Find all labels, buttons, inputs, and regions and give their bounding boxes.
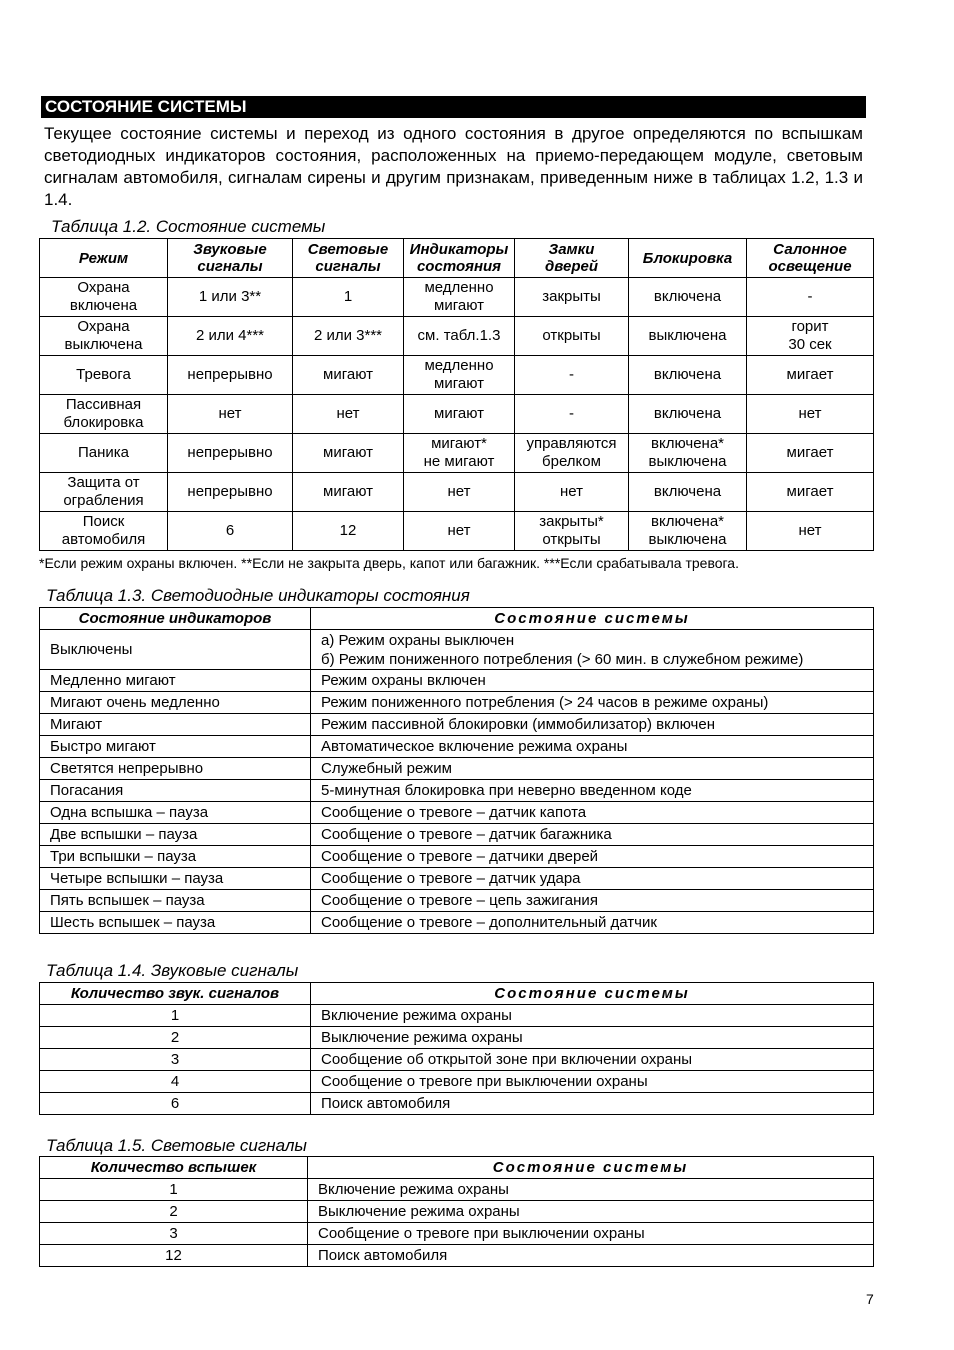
cell-line: 1 или 3** — [198, 288, 262, 305]
table-cell — [629, 473, 747, 512]
cell-line: мигает — [786, 366, 834, 383]
header-line: состояния — [416, 258, 502, 275]
indicator-cell: Три вспышки – пауза — [40, 846, 311, 868]
table-row — [40, 714, 874, 736]
header-line: Индикаторы — [409, 241, 509, 258]
cell-line: Паника — [77, 444, 130, 461]
table-cell — [40, 395, 168, 434]
table-1-5-caption: Таблица 1.5. Световые сигналы — [46, 1136, 307, 1155]
state-cell: Поиск автомобиля — [308, 1245, 874, 1267]
cell-line: мигают — [323, 444, 373, 461]
table-cell — [515, 317, 629, 356]
cell-line: мигает — [786, 444, 834, 461]
table-1-2-footnote: *Если режим охраны включен. **Если не закрыта дверь, капот или багажник. ***Если срабатывала тревога. — [39, 555, 739, 571]
table-row — [40, 1223, 874, 1245]
column-header — [629, 239, 747, 278]
cell-line: выключена — [648, 327, 727, 344]
table-1-5 — [39, 1156, 874, 1267]
cell-line: мигают — [434, 375, 484, 392]
table-cell — [404, 512, 515, 551]
cell-line: мигают — [323, 483, 373, 500]
column-header: Состояние индикаторов — [40, 608, 311, 630]
state-cell — [311, 630, 874, 670]
state-line: а) Режим охраны выключен — [321, 631, 515, 649]
table-cell — [40, 278, 168, 317]
header-line: сигналы — [197, 258, 263, 275]
table-cell — [168, 278, 293, 317]
table-cell — [40, 434, 168, 473]
table-cell — [629, 278, 747, 317]
cell-line: 6 — [225, 522, 235, 539]
indicator-cell: Мигают очень медленно — [40, 692, 311, 714]
state-cell — [311, 714, 874, 736]
cell-line: включена — [653, 483, 722, 500]
state-cell: Включение режима охраны — [308, 1179, 874, 1201]
column-header — [515, 239, 629, 278]
header-line: Замки — [548, 241, 595, 258]
table-row — [40, 758, 874, 780]
cell-line: - — [807, 288, 813, 305]
cell-line: открыты — [542, 531, 601, 548]
cell-line: управляются — [526, 435, 617, 452]
section-title: СОСТОЯНИЕ СИСТЕМЫ — [41, 96, 866, 118]
indicator-cell: Светятся непрерывно — [40, 758, 311, 780]
column-header: Количество вспышек — [40, 1157, 308, 1179]
column-header — [747, 239, 874, 278]
cell-line: медленно — [424, 357, 494, 374]
header-line: Световые — [307, 241, 389, 258]
table-row — [40, 1179, 874, 1201]
table-1-2-caption: Таблица 1.2. Состояние системы — [51, 217, 326, 236]
table-row — [40, 692, 874, 714]
table-cell — [168, 356, 293, 395]
state-line: Сообщение о тревоге – дополнительный датчик — [321, 914, 657, 931]
table-1-3-caption: Таблица 1.3. Светодиодные индикаторы состояния — [46, 586, 470, 605]
cell-line: мигают — [323, 366, 373, 383]
table-cell — [747, 512, 874, 551]
cell-line: Охрана — [77, 318, 130, 335]
cell-line: включена — [653, 366, 722, 383]
state-cell — [311, 692, 874, 714]
table-cell — [293, 434, 404, 473]
page-number: 7 — [866, 1291, 874, 1307]
table-cell — [168, 434, 293, 473]
cell-line: включена* — [651, 435, 724, 452]
table-cell — [168, 512, 293, 551]
state-cell: Сообщение о тревоге при выключении охраны — [311, 1071, 874, 1093]
indicator-cell: Выключены — [40, 630, 311, 670]
count-cell: 1 — [40, 1179, 308, 1201]
cell-line: нет — [336, 405, 360, 422]
cell-line: непрерывно — [187, 366, 273, 383]
table-cell — [629, 395, 747, 434]
state-cell: Сообщение о тревоге при выключении охраны — [308, 1223, 874, 1245]
state-cell: Сообщение об открытой зоне при включении охраны — [311, 1049, 874, 1071]
cell-line: горит — [791, 318, 829, 335]
table-cell — [747, 356, 874, 395]
table-row — [40, 278, 874, 317]
table-row — [40, 434, 874, 473]
state-line: Сообщение о тревоге – датчики дверей — [321, 848, 599, 865]
cell-line: Охрана — [77, 279, 130, 296]
cell-line: 12 — [339, 522, 357, 539]
table-cell — [168, 473, 293, 512]
table-cell — [515, 356, 629, 395]
count-cell: 3 — [40, 1049, 311, 1071]
table-row — [40, 670, 874, 692]
table-cell — [747, 317, 874, 356]
column-header — [168, 239, 293, 278]
table-cell — [629, 434, 747, 473]
cell-line: нет — [560, 483, 583, 500]
table-cell — [747, 278, 874, 317]
cell-line: нет — [798, 522, 822, 539]
table-cell — [515, 278, 629, 317]
count-cell: 3 — [40, 1223, 308, 1245]
state-line: Автоматическое включение режима охраны — [321, 738, 628, 755]
table-cell — [629, 356, 747, 395]
cell-line: включена — [69, 297, 138, 314]
state-line: Режим пассивной блокировки (иммобилизатор) включен — [321, 716, 715, 733]
cell-line: закрыты* — [539, 513, 604, 530]
count-cell: 6 — [40, 1093, 311, 1115]
cell-line: Пассивная — [65, 396, 142, 413]
cell-line: непрерывно — [187, 483, 273, 500]
table-row — [40, 512, 874, 551]
cell-line: выключена — [64, 336, 143, 353]
cell-line: - — [569, 405, 574, 422]
column-header — [404, 239, 515, 278]
table-row — [40, 912, 874, 934]
table-cell — [404, 434, 515, 473]
table-cell — [40, 356, 168, 395]
cell-line: блокировка — [63, 414, 144, 431]
table-cell — [404, 356, 515, 395]
cell-line: Поиск — [82, 513, 125, 530]
cell-line: включена — [653, 288, 722, 305]
state-line: Режим пониженного потребления (> 24 часов в режиме охраны) — [321, 694, 769, 711]
table-cell — [515, 473, 629, 512]
count-cell: 4 — [40, 1071, 311, 1093]
header-line: Режим — [78, 249, 129, 267]
table-cell — [293, 356, 404, 395]
table-row — [40, 1201, 874, 1223]
state-line: Сообщение о тревоге – датчик капота — [321, 804, 587, 821]
table-cell — [404, 278, 515, 317]
indicator-cell: Одна вспышка – пауза — [40, 802, 311, 824]
cell-line: медленно — [424, 279, 494, 296]
table-row — [40, 780, 874, 802]
cell-line: выключена — [648, 453, 727, 470]
table-cell — [293, 473, 404, 512]
cell-line: нет — [218, 405, 242, 422]
header-line: сигналы — [315, 258, 381, 275]
cell-line: мигает — [786, 483, 834, 500]
state-cell: Выключение режима охраны — [311, 1027, 874, 1049]
table-1-4-caption: Таблица 1.4. Звуковые сигналы — [46, 961, 299, 980]
table-1-3 — [39, 607, 874, 934]
table-cell — [168, 317, 293, 356]
table-row — [40, 1049, 874, 1071]
table-cell — [629, 317, 747, 356]
table-cell — [747, 434, 874, 473]
cell-line: мигают — [434, 297, 484, 314]
state-cell — [311, 890, 874, 912]
table-1-4 — [39, 982, 874, 1115]
count-cell: 2 — [40, 1201, 308, 1223]
indicator-cell: Быстро мигают — [40, 736, 311, 758]
indicator-cell: Четыре вспышки – пауза — [40, 868, 311, 890]
column-header: Состояние системы — [311, 983, 874, 1005]
table-row — [40, 317, 874, 356]
state-cell — [311, 824, 874, 846]
state-cell: Поиск автомобиля — [311, 1093, 874, 1115]
table-row — [40, 846, 874, 868]
state-line: б) Режим пониженного потребления (> 60 мин. в служебном режиме) — [321, 650, 804, 668]
state-line: Сообщение о тревоге – цепь зажигания — [321, 892, 598, 909]
table-cell — [747, 395, 874, 434]
state-cell: Выключение режима охраны — [308, 1201, 874, 1223]
table-row — [40, 890, 874, 912]
state-cell — [311, 868, 874, 890]
state-cell — [311, 912, 874, 934]
count-cell: 2 — [40, 1027, 311, 1049]
table-row — [40, 395, 874, 434]
table-cell — [168, 395, 293, 434]
column-header — [40, 239, 168, 278]
cell-line: непрерывно — [187, 444, 273, 461]
state-cell: Включение режима охраны — [311, 1005, 874, 1027]
table-cell — [404, 473, 515, 512]
state-line: Сообщение о тревоге – датчик удара — [321, 870, 581, 887]
cell-line: автомобиля — [61, 531, 146, 548]
cell-line: закрыты — [542, 288, 601, 305]
state-line: Сообщение о тревоге – датчик багажника — [321, 826, 612, 843]
table-cell — [515, 395, 629, 434]
state-line: 5-минутная блокировка при неверно введенном коде — [321, 782, 692, 799]
column-header: Состояние системы — [308, 1157, 874, 1179]
cell-line: включена* — [651, 513, 724, 530]
table-cell — [40, 317, 168, 356]
cell-line: Тревога — [76, 366, 131, 383]
cell-line: мигают* — [431, 435, 487, 452]
indicator-cell: Две вспышки – пауза — [40, 824, 311, 846]
table-cell — [747, 473, 874, 512]
indicator-cell: Шесть вспышек – пауза — [40, 912, 311, 934]
cell-line: нет — [447, 522, 471, 539]
state-line: Служебный режим — [321, 760, 452, 777]
cell-line: не мигают — [423, 453, 495, 470]
cell-line: брелком — [542, 453, 601, 470]
table-cell — [404, 395, 515, 434]
table-cell — [404, 317, 515, 356]
cell-line: нет — [798, 405, 822, 422]
count-cell: 1 — [40, 1005, 311, 1027]
table-1-2 — [39, 238, 874, 551]
cell-line: 2 или 4*** — [195, 327, 265, 344]
table-cell — [293, 512, 404, 551]
intro-paragraph: Текущее состояние системы и переход из одного состояния в другое определяются по вспышкам светодиодных индикаторов состояния, расположенных на приемо-передающем модуле, световым сигналам автомобиля, сигналам сирены и другим признакам, приведенным ниже в таблицах 1.2, 1.3 и 1.4. — [44, 124, 863, 209]
cell-line: выключена — [648, 531, 727, 548]
cell-line: мигают — [434, 405, 484, 422]
state-cell — [311, 846, 874, 868]
state-cell — [311, 670, 874, 692]
header-line: освещение — [768, 258, 852, 275]
state-cell — [311, 802, 874, 824]
column-header: Состояние системы — [311, 608, 874, 630]
indicator-cell: Погасания — [40, 780, 311, 802]
table-row — [40, 824, 874, 846]
table-cell — [515, 512, 629, 551]
cell-line: ограбления — [63, 492, 144, 509]
cell-line: 30 сек — [788, 336, 832, 353]
cell-line: 1 — [343, 288, 353, 305]
state-line: Режим охраны включен — [321, 672, 486, 689]
column-header — [293, 239, 404, 278]
cell-line: 2 или 3*** — [313, 327, 383, 344]
table-row — [40, 1093, 874, 1115]
indicator-cell: Пять вспышек – пауза — [40, 890, 311, 912]
header-line: Салонное — [773, 241, 847, 258]
table-cell — [515, 434, 629, 473]
table-row — [40, 1245, 874, 1267]
count-cell: 12 — [40, 1245, 308, 1267]
header-line: Звуковые — [193, 241, 267, 258]
cell-line: включена — [653, 405, 722, 422]
table-row — [40, 868, 874, 890]
state-cell — [311, 736, 874, 758]
cell-line: Защита от — [67, 474, 140, 491]
table-row — [40, 1071, 874, 1093]
table-cell — [293, 278, 404, 317]
indicator-cell: Мигают — [40, 714, 311, 736]
table-row — [40, 802, 874, 824]
table-row — [40, 1005, 874, 1027]
table-cell — [293, 395, 404, 434]
table-row — [40, 630, 874, 670]
state-cell — [311, 758, 874, 780]
header-line: Блокировка — [642, 249, 733, 267]
cell-line: см. табл.1.3 — [417, 327, 501, 344]
table-row — [40, 1027, 874, 1049]
table-cell — [40, 512, 168, 551]
table-cell — [629, 512, 747, 551]
header-line: дверей — [545, 258, 598, 275]
table-cell — [40, 473, 168, 512]
cell-line: открыты — [542, 327, 601, 344]
column-header: Количество звук. сигналов — [40, 983, 311, 1005]
table-row — [40, 736, 874, 758]
indicator-cell: Медленно мигают — [40, 670, 311, 692]
table-row — [40, 473, 874, 512]
cell-line: нет — [447, 483, 471, 500]
table-cell — [293, 317, 404, 356]
cell-line: - — [569, 366, 574, 383]
table-row — [40, 356, 874, 395]
state-cell — [311, 780, 874, 802]
